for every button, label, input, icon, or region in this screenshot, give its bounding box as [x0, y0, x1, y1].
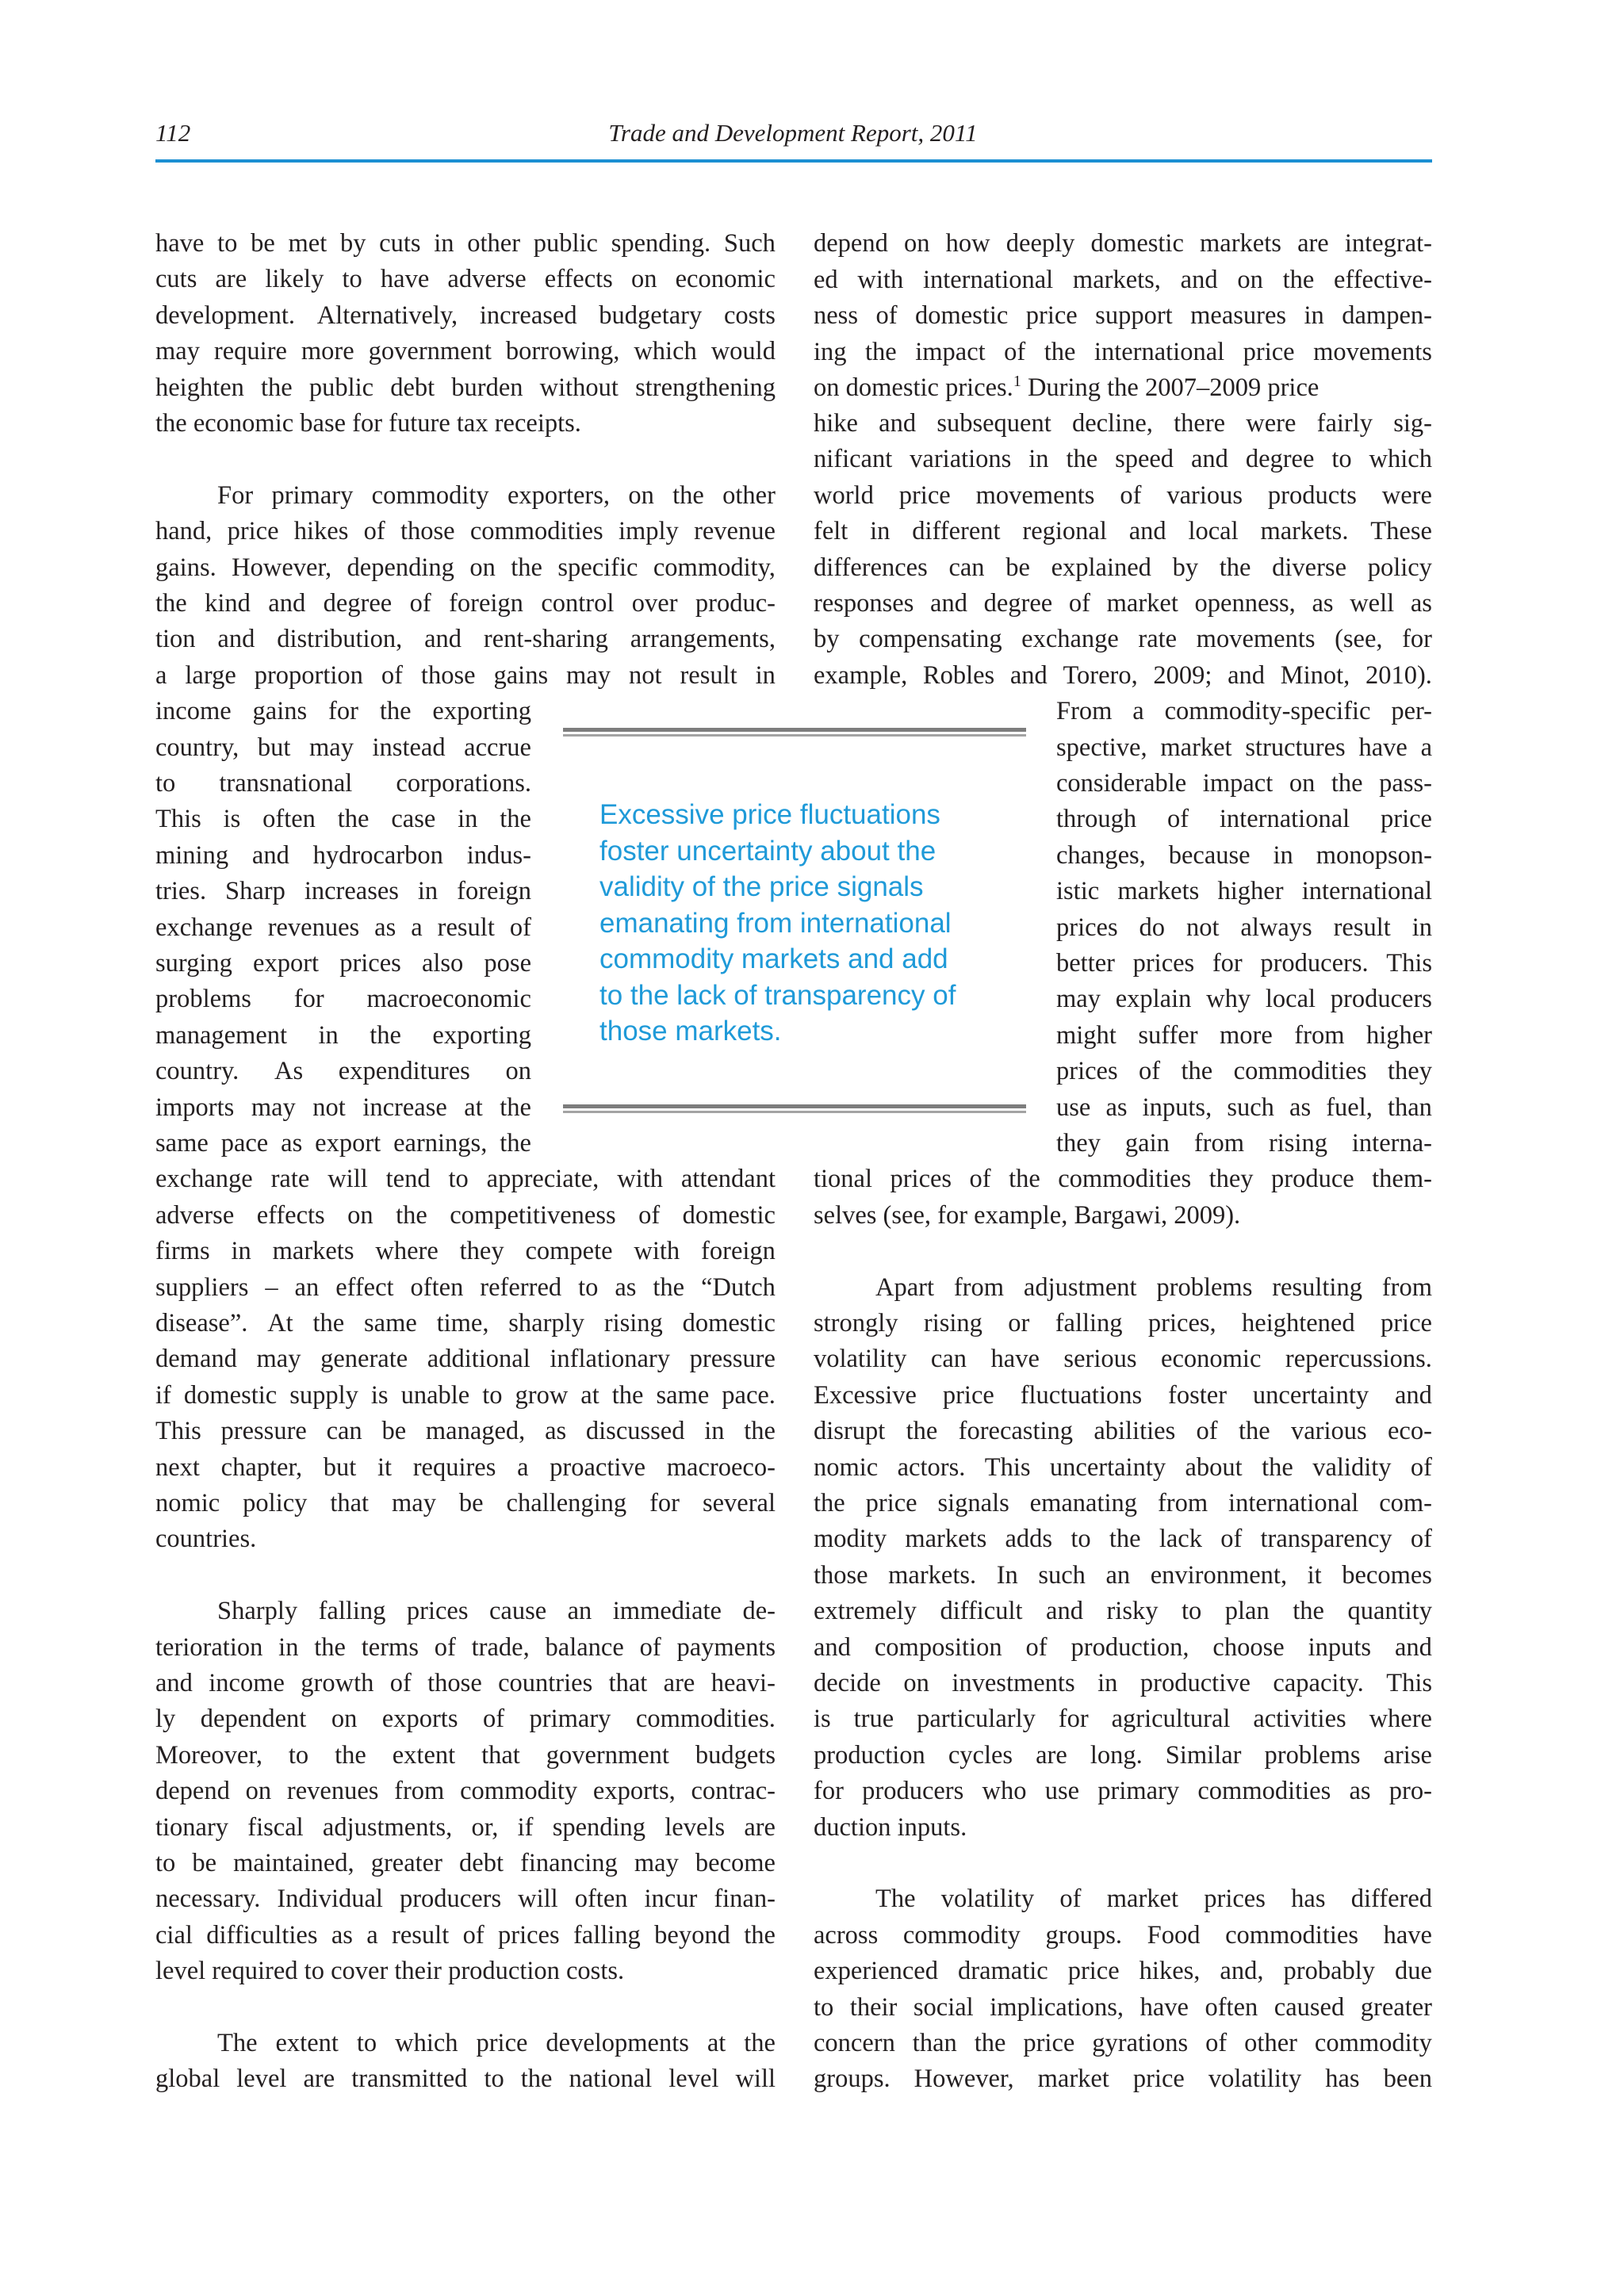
text-line: mining and hydrocarbon indus-: [155, 841, 531, 870]
text-line: the kind and degree of foreign control over produc-: [155, 589, 776, 618]
text-line: Apart from adjustment problems resulting from: [875, 1273, 1432, 1302]
text-line: strongly rising or falling prices, heightened price: [814, 1309, 1432, 1337]
text-line: for producers who use primary commodities as pro-: [814, 1777, 1432, 1805]
text-line: istic markets higher international: [1056, 877, 1432, 905]
text-line: is true particularly for agricultural activities where: [814, 1705, 1432, 1733]
text-line: experienced dramatic price hikes, and, probably due: [814, 1957, 1432, 1985]
text-line: they gain from rising interna-: [1056, 1129, 1432, 1158]
text-line: disease”. At the same time, sharply rising domestic: [155, 1309, 776, 1337]
text-line: across commodity groups. Food commodities have: [814, 1921, 1432, 1950]
text-line: global level are transmitted to the national level will: [155, 2064, 776, 2093]
text-line: through of international price: [1056, 805, 1432, 833]
text-line: countries.: [155, 1525, 257, 1553]
text-line: income gains for the exporting: [155, 697, 531, 725]
text-line: volatility can have serious economic repercussions.: [814, 1345, 1432, 1373]
text-line: ness of domestic price support measures in dampen-: [814, 301, 1432, 330]
running-title: Trade and Development Report, 2011: [608, 119, 978, 147]
text-line: exchange rate will tend to appreciate, with attendant: [155, 1165, 776, 1193]
text-line: necessary. Individual producers will often incur finan-: [155, 1885, 776, 1913]
text-line: cuts are likely to have adverse effects on economic: [155, 265, 776, 293]
text-line: and composition of production, choose inputs and: [814, 1633, 1432, 1662]
text-line: decide on investments in productive capacity. This: [814, 1669, 1432, 1697]
text-line: ed with international markets, and on the effective-: [814, 266, 1432, 294]
text-line-with-footnote: [814, 370, 1432, 407]
text-line: country, but may instead accrue: [155, 733, 531, 762]
text-line: changes, because in monopson-: [1056, 841, 1432, 870]
text-line: level required to cover their production costs.: [155, 1957, 625, 1985]
text-line: Sharply falling prices cause an immediate de-: [217, 1597, 776, 1625]
text-line: surging export prices also pose: [155, 949, 531, 978]
page-number: 112: [155, 119, 191, 147]
text-line: The volatility of market prices has differed: [875, 1885, 1432, 1913]
text-line: responses and degree of market openness, as well as: [814, 589, 1432, 618]
text-span: During the 2007–2009 price: [1021, 373, 1320, 402]
pull-quote-line: commodity markets and add: [599, 943, 948, 974]
text-line: firms in markets where they compete with foreign: [155, 1237, 776, 1265]
pull-quote-bottom-rule: [563, 1104, 1026, 1114]
text-line: depend on how deeply domestic markets are integrat-: [814, 229, 1432, 258]
text-line: Moreover, to the extent that government budgets: [155, 1741, 776, 1770]
text-line: example, Robles and Torero, 2009; and Minot, 2010).: [814, 661, 1432, 690]
text-line: This pressure can be managed, as discussed in the: [155, 1417, 776, 1445]
text-line: to their social implications, have often caused greater: [814, 1993, 1432, 2022]
running-header: [155, 109, 1431, 157]
text-line: use as inputs, such as fuel, than: [1056, 1093, 1432, 1122]
text-line: to be maintained, greater debt financing may become: [155, 1849, 776, 1877]
text-line: the price signals emanating from international com-: [814, 1489, 1432, 1517]
text-line: considerable impact on the pass-: [1056, 769, 1432, 798]
text-line: concern than the price gyrations of other commodity: [814, 2029, 1432, 2057]
text-line: and income growth of those countries that are heavi-: [155, 1669, 776, 1697]
pull-quote-line: those markets.: [599, 1016, 782, 1047]
text-line: if domestic supply is unable to grow at the same pace.: [155, 1381, 776, 1410]
text-line: From a commodity-specific per-: [1056, 697, 1432, 725]
text-line: terioration in the terms of trade, balance of payments: [155, 1633, 776, 1662]
text-line: development. Alternatively, increased budgetary costs: [155, 301, 776, 330]
text-line: For primary commodity exporters, on the other: [217, 481, 776, 510]
text-line: hike and subsequent decline, there were fairly sig-: [814, 409, 1432, 438]
text-line: management in the exporting: [155, 1021, 531, 1050]
footnote-reference: 1: [1013, 373, 1021, 391]
pull-quote-line: emanating from international: [599, 907, 952, 939]
text-line: might suffer more from higher: [1056, 1021, 1432, 1050]
text-line: ly dependent on exports of primary commodities.: [155, 1705, 776, 1733]
text-line: depend on revenues from commodity exports, contrac-: [155, 1777, 776, 1805]
text-line: gains. However, depending on the specific commodity,: [155, 553, 776, 582]
text-line: those markets. In such an environment, it becomes: [814, 1561, 1432, 1590]
text-line: felt in different regional and local markets. These: [814, 517, 1432, 545]
text-line: by compensating exchange rate movements (see, for: [814, 625, 1432, 653]
pull-quote-line: Excessive price fluctuations: [599, 799, 940, 830]
text-line: tionary fiscal adjustments, or, if spending levels are: [155, 1813, 776, 1842]
text-line: suppliers – an effect often referred to as the “Dutch: [155, 1273, 776, 1302]
text-line: ing the impact of the international price movements: [814, 338, 1432, 366]
text-line: may require more government borrowing, which would: [155, 337, 776, 365]
pull-quote-line: validity of the price signals: [599, 871, 924, 902]
text-line: to transnational corporations.: [155, 769, 531, 798]
text-line: problems for macroeconomic: [155, 985, 531, 1013]
header-rule: [155, 159, 1432, 163]
text-line: prices of the commodities they: [1056, 1057, 1432, 1085]
text-line: exchange revenues as a result of: [155, 913, 531, 942]
text-line: country. As expenditures on: [155, 1057, 531, 1085]
text-line: modity markets adds to the lack of transparency of: [814, 1525, 1432, 1553]
text-line: The extent to which price developments at the: [217, 2029, 776, 2057]
text-line: prices do not always result in: [1056, 913, 1432, 942]
text-line: a large proportion of those gains may not result in: [155, 661, 776, 690]
text-line: same pace as export earnings, the: [155, 1129, 531, 1158]
text-line: This is often the case in the: [155, 805, 531, 833]
text-line: production cycles are long. Similar problems arise: [814, 1741, 1432, 1770]
text-line: disrupt the forecasting abilities of the various eco-: [814, 1417, 1432, 1445]
text-line: nomic policy that may be challenging for several: [155, 1489, 776, 1517]
text-line: heighten the public debt burden without strengthening: [155, 373, 776, 402]
text-line: groups. However, market price volatility has been: [814, 2064, 1432, 2093]
text-line: the economic base for future tax receipts.: [155, 409, 581, 438]
text-line: tion and distribution, and rent-sharing arrangements,: [155, 625, 776, 653]
text-line: adverse effects on the competitiveness of domestic: [155, 1201, 776, 1230]
text-line: have to be met by cuts in other public spending. Such: [155, 229, 776, 258]
text-line: better prices for producers. This: [1056, 949, 1432, 978]
pull-quote: [599, 797, 1012, 1050]
pull-quote-line: to the lack of transparency of: [599, 979, 956, 1011]
pull-quote-line: foster uncertainty about the: [599, 835, 936, 867]
text-line: may explain why local producers: [1056, 985, 1432, 1013]
text-line: imports may not increase at the: [155, 1093, 531, 1122]
text-line: nificant variations in the speed and degree to which: [814, 445, 1432, 473]
text-line: extremely difficult and risky to plan the quantity: [814, 1597, 1432, 1625]
text-line: next chapter, but it requires a proactive macroeco-: [155, 1453, 776, 1482]
pull-quote-top-rule: [563, 728, 1026, 737]
text-line: hand, price hikes of those commodities imply revenue: [155, 517, 776, 545]
text-line: duction inputs.: [814, 1813, 967, 1842]
text-line: nomic actors. This uncertainty about the validity of: [814, 1453, 1432, 1482]
text-line: tries. Sharp increases in foreign: [155, 877, 531, 905]
text-line: cial difficulties as a result of prices falling beyond the: [155, 1921, 776, 1950]
text-line: selves (see, for example, Bargawi, 2009).: [814, 1201, 1241, 1230]
text-line: world price movements of various products were: [814, 481, 1432, 510]
text-line: tional prices of the commodities they produce them-: [814, 1165, 1432, 1193]
text-span: on domestic prices.: [814, 373, 1013, 402]
text-line: demand may generate additional inflationary pressure: [155, 1345, 776, 1373]
text-line: spective, market structures have a: [1056, 733, 1432, 762]
text-line: Excessive price fluctuations foster uncertainty and: [814, 1381, 1432, 1410]
text-line: differences can be explained by the diverse policy: [814, 553, 1432, 582]
